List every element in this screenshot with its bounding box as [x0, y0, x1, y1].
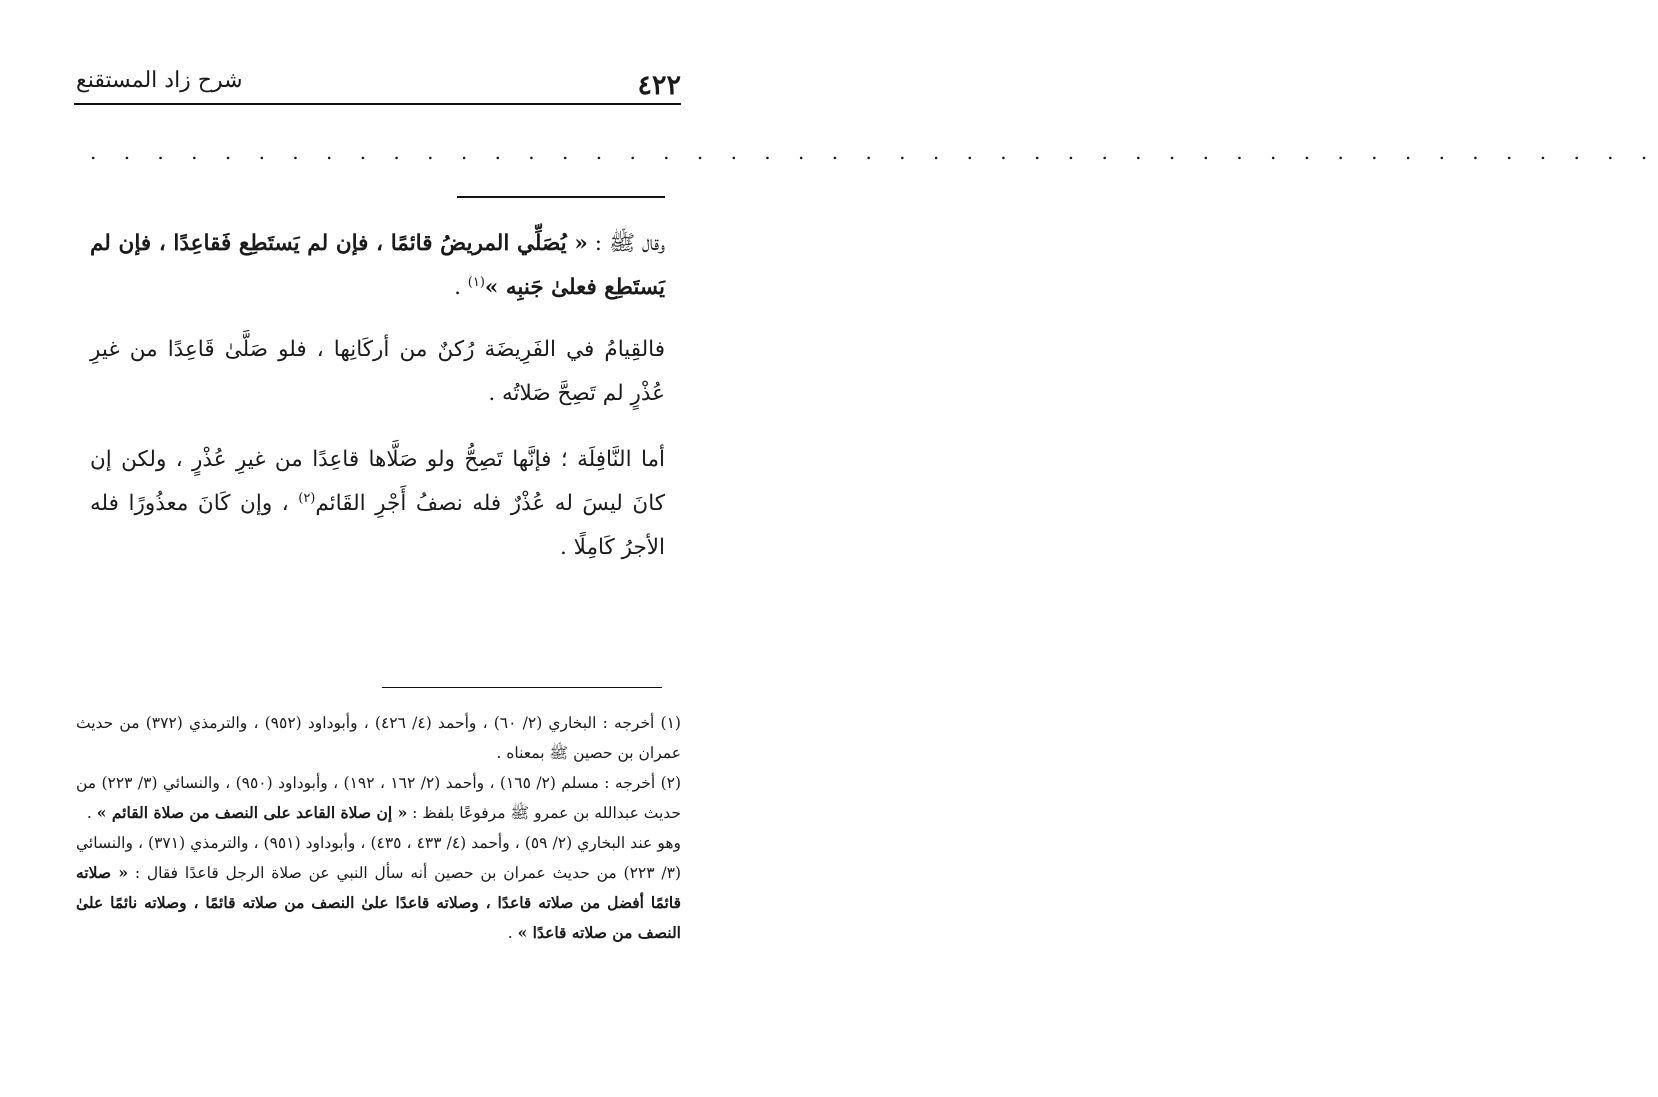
hadith-paragraph — [90, 222, 665, 310]
hadith-intro: وقال ﷺ : — [587, 231, 666, 256]
footnote-2 — [76, 768, 681, 828]
footnote-2-end: . — [86, 804, 97, 822]
book-title: شرح زاد المستقنع — [76, 68, 243, 93]
footnote-2-cont-quote: « صلاته قائمًا أفضل من صلاته قاعدًا ، وصلاته قاعدًا علىٰ النصف من صلاته قائمًا ، وصلاته نائمًا علىٰ النصف من صلاته قاعدًا » — [76, 863, 681, 942]
footnote-2-text: أخرجه : مسلم (٢/ ١٦٥) ، وأحمد (٢/ ١٦٢ ، ١٩٢) ، وأبوداود (٩٥٠) ، والنسائي (٣/ ٢٢٣) من حديث عبدالله بن عمرو ﷺ مرفوعًا بلفظ : — [76, 774, 681, 822]
footnote-ref-1: (١) — [467, 274, 485, 290]
footnote-1 — [76, 708, 681, 768]
footnote-1-text: أخرجه : البخاري (٢/ ٦٠) ، وأحمد (٤/ ٤٢٦) ، وأبوداود (٩٥٢) ، والترمذي (٣٧٢) من حديث عمران بن حصين ﷺ بمعناه . — [76, 714, 681, 762]
footnote-1-number: (١) — [660, 714, 681, 732]
footnote-2-cont-end: . — [507, 924, 518, 942]
page-number: ٤٢٢ — [637, 70, 681, 101]
paragraph-2-end: ، وإن كَانَ معذُورًا فله الأجرُ كَامِلًا . — [90, 491, 665, 560]
footnote-2-quote: « إن صلاة القاعد على النصف من صلاة القائم » — [96, 803, 408, 822]
paragraph-obligatory-prayer: فالقِيامُ في الفَرِيضَة رُكنٌ من أركَانِها ، فلو صَلَّىٰ قَاعِدًا من غيرِ عُذْرٍ لم تَصِحَّ صَلاتُه . — [90, 337, 665, 406]
hadith-quote: « يُصَلِّي المريضُ قائمًا ، فإن لم يَستَطِع فَقاعِدًا ، فإن لم يَستَطِع فعلىٰ جَنبِه » — [90, 231, 665, 300]
footnote-2-continuation — [76, 828, 681, 948]
page-header — [74, 66, 681, 102]
footnote-2-number: (٢) — [660, 774, 682, 792]
main-text — [90, 222, 665, 592]
hadith-end: . — [454, 275, 468, 300]
footnote-ref-2: (٢) — [298, 490, 316, 506]
separator-dots: . . . . . . . . . . . . . . . . . . . . . . . . . . . . . . . . . . . . . . . . . . . . . . . — [90, 140, 1658, 164]
paragraph-2-text: أما النَّافِلَة ؛ فإنَّها تَصِحُّ ولو صَلَّاها قاعِدًا من غيرِ عُذْرٍ ، ولكن إن كانَ ليسَ له عُذْرٌ فله نصفُ أَجْرِ القَائم — [90, 447, 665, 516]
footnote-rule — [382, 687, 662, 688]
paragraph-voluntary-prayer — [90, 438, 665, 570]
footnotes — [76, 708, 681, 948]
header-rule — [74, 103, 681, 105]
footnote-2-cont-text: وهو عند البخاري (٢/ ٥٩) ، وأحمد (٤/ ٤٣٣ ، ٤٣٥) ، وأبوداود (٩٥١) ، والترمذي (٣٧١) ، والنسائي (٣/ ٢٢٣) من حديث عمران بن حصين أنه سأل النبي عن صلاة الرجل قاعدًا فقال : — [76, 834, 682, 882]
hadith-divider — [457, 196, 665, 198]
